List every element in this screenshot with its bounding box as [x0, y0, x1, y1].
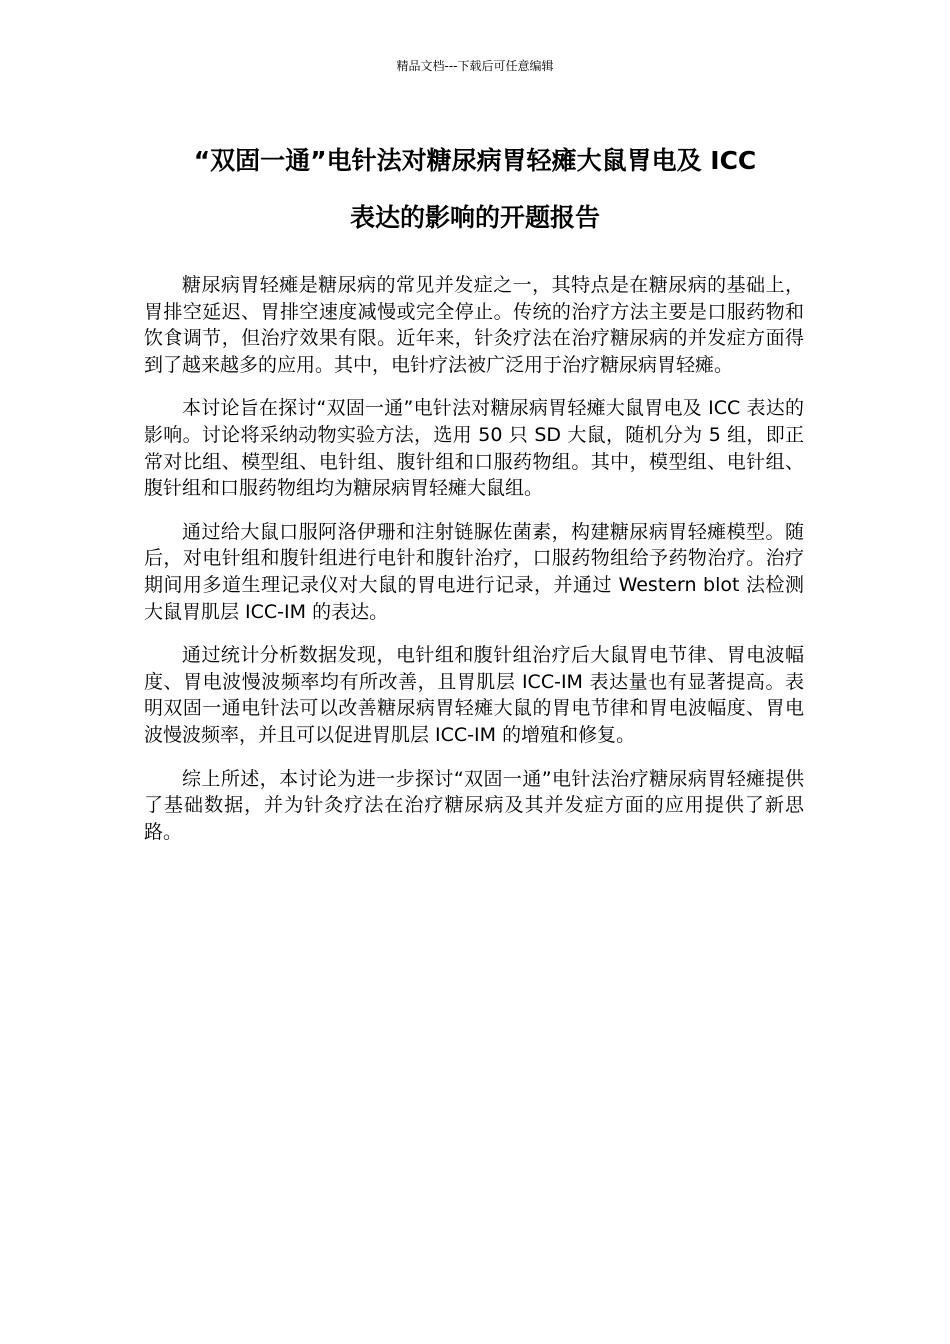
paragraph-3: 通过给大鼠口服阿洛伊珊和注射链脲佐菌素，构建糖尿病胃轻瘫模型。随后，对电针组和腹针组进行电针和腹针治疗，口服药物组给予药物治疗。治疗期间用多道生理记录仪对大鼠的胃电进行记录，并通过 Western blot 法检测大鼠胃肌层 ICC-IM 的表达。	[144, 520, 804, 623]
paragraph-5: 综上所述，本讨论为进一步探讨“双固一通”电针法治疗糖尿病胃轻瘫提供了基础数据，并为针灸疗法在治疗糖尿病及其并发症方面的应用提供了新思路。	[144, 767, 804, 843]
title-line-1: “双固一通”电针法对糖尿病胃轻瘫大鼠胃电及 ICC	[193, 146, 757, 175]
document-body	[144, 272, 804, 862]
paragraph-1: 糖尿病胃轻瘫是糖尿病的常见并发症之一，其特点是在糖尿病的基础上，胃排空延迟、胃排空速度减慢或完全停止。传统的治疗方法主要是口服药物和饮食调节，但治疗效果有限。近年来，针灸疗法在治疗糖尿病的并发症方面得到了越来越多的应用。其中，电针疗法被广泛用于治疗糖尿病胃轻瘫。	[144, 274, 804, 376]
header-note: 精品文档---下载后可任意编辑	[396, 59, 554, 73]
paragraph-2: 本讨论旨在探讨“双固一通”电针法对糖尿病胃轻瘫大鼠胃电及 ICC 表达的影响。讨论将采纳动物实验方法，选用 50 只 SD 大鼠，随机分为 5 组，即正常对比组、模型组、电针组、腹针组和口服药物组。其中，模型组、电针组、腹针组和口服药物组均为糖尿病胃轻瘫大鼠组。	[144, 397, 804, 500]
paragraph-4: 通过统计分析数据发现，电针组和腹针组治疗后大鼠胃电节律、胃电波幅度、胃电波慢波频率均有所改善，且胃肌层 ICC-IM 表达量也有显著提高。表明双固一通电针法可以改善糖尿病胃轻瘫大鼠的胃电节律和胃电波幅度、胃电波慢波频率，并且可以促进胃肌层 ICC-IM 的增殖和修复。	[144, 644, 804, 746]
document-title	[120, 132, 830, 246]
title-line-2: 表达的影响的开题报告	[349, 203, 600, 232]
